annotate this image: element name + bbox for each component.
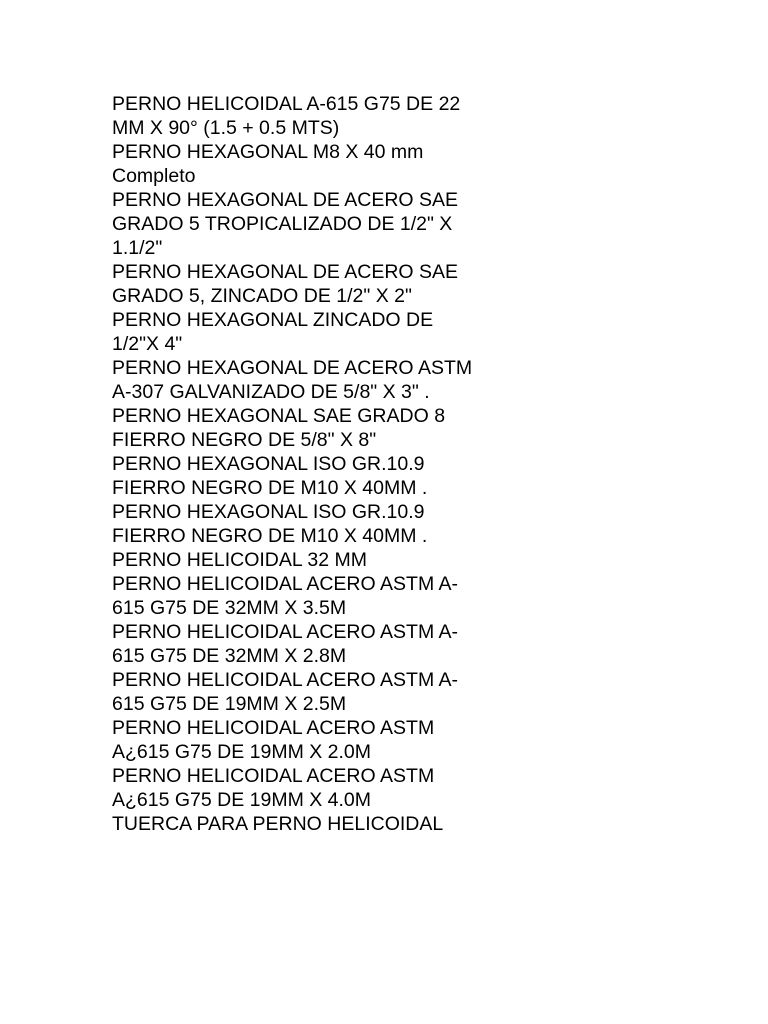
product-list [112, 92, 712, 836]
text-line: MM X 90° (1.5 + 0.5 MTS) [112, 117, 340, 139]
text-line: 615 G75 DE 32MM X 3.5M [112, 597, 347, 619]
text-line: PERNO HELICOIDAL ACERO ASTM A- [112, 621, 459, 643]
text-line: PERNO HEXAGONAL SAE GRADO 8 [112, 405, 446, 427]
text-line: A¿615 G75 DE 19MM X 4.0M [112, 789, 372, 811]
text-line: PERNO HEXAGONAL ZINCADO DE [112, 309, 434, 331]
text-line: PERNO HEXAGONAL DE ACERO SAE [112, 261, 459, 283]
text-line: FIERRO NEGRO DE M10 X 40MM . [112, 525, 428, 547]
text-line: PERNO HELICOIDAL ACERO ASTM A- [112, 669, 459, 691]
text-line: 615 G75 DE 19MM X 2.5M [112, 693, 347, 715]
text-line: FIERRO NEGRO DE 5/8" X 8" [112, 429, 377, 451]
text-line: A¿615 G75 DE 19MM X 2.0M [112, 741, 372, 763]
text-line: PERNO HELICOIDAL ACERO ASTM A- [112, 573, 459, 595]
text-line: GRADO 5 TROPICALIZADO DE 1/2" X [112, 213, 453, 235]
text-line: PERNO HELICOIDAL ACERO ASTM [112, 765, 435, 787]
text-line: GRADO 5, ZINCADO DE 1/2" X 2" [112, 285, 412, 307]
text-line: FIERRO NEGRO DE M10 X 40MM . [112, 477, 428, 499]
text-line: Completo [112, 165, 196, 187]
text-line: PERNO HEXAGONAL DE ACERO ASTM [112, 357, 473, 379]
text-line: PERNO HELICOIDAL 32 MM [112, 549, 368, 571]
text-line: PERNO HEXAGONAL DE ACERO SAE [112, 189, 459, 211]
text-line: PERNO HEXAGONAL ISO GR.10.9 [112, 501, 425, 523]
text-line: 1.1/2" [112, 237, 163, 259]
text-line: PERNO HELICOIDAL ACERO ASTM [112, 717, 435, 739]
text-line: TUERCA PARA PERNO HELICOIDAL [112, 813, 444, 835]
text-line: PERNO HEXAGONAL ISO GR.10.9 [112, 453, 425, 475]
text-line: 1/2"X 4" [112, 333, 183, 355]
text-line: PERNO HELICOIDAL A-615 G75 DE 22 [112, 93, 461, 115]
text-line: A-307 GALVANIZADO DE 5/8" X 3" . [112, 381, 430, 403]
text-line: 615 G75 DE 32MM X 2.8M [112, 645, 347, 667]
text-line: PERNO HEXAGONAL M8 X 40 mm [112, 141, 424, 163]
